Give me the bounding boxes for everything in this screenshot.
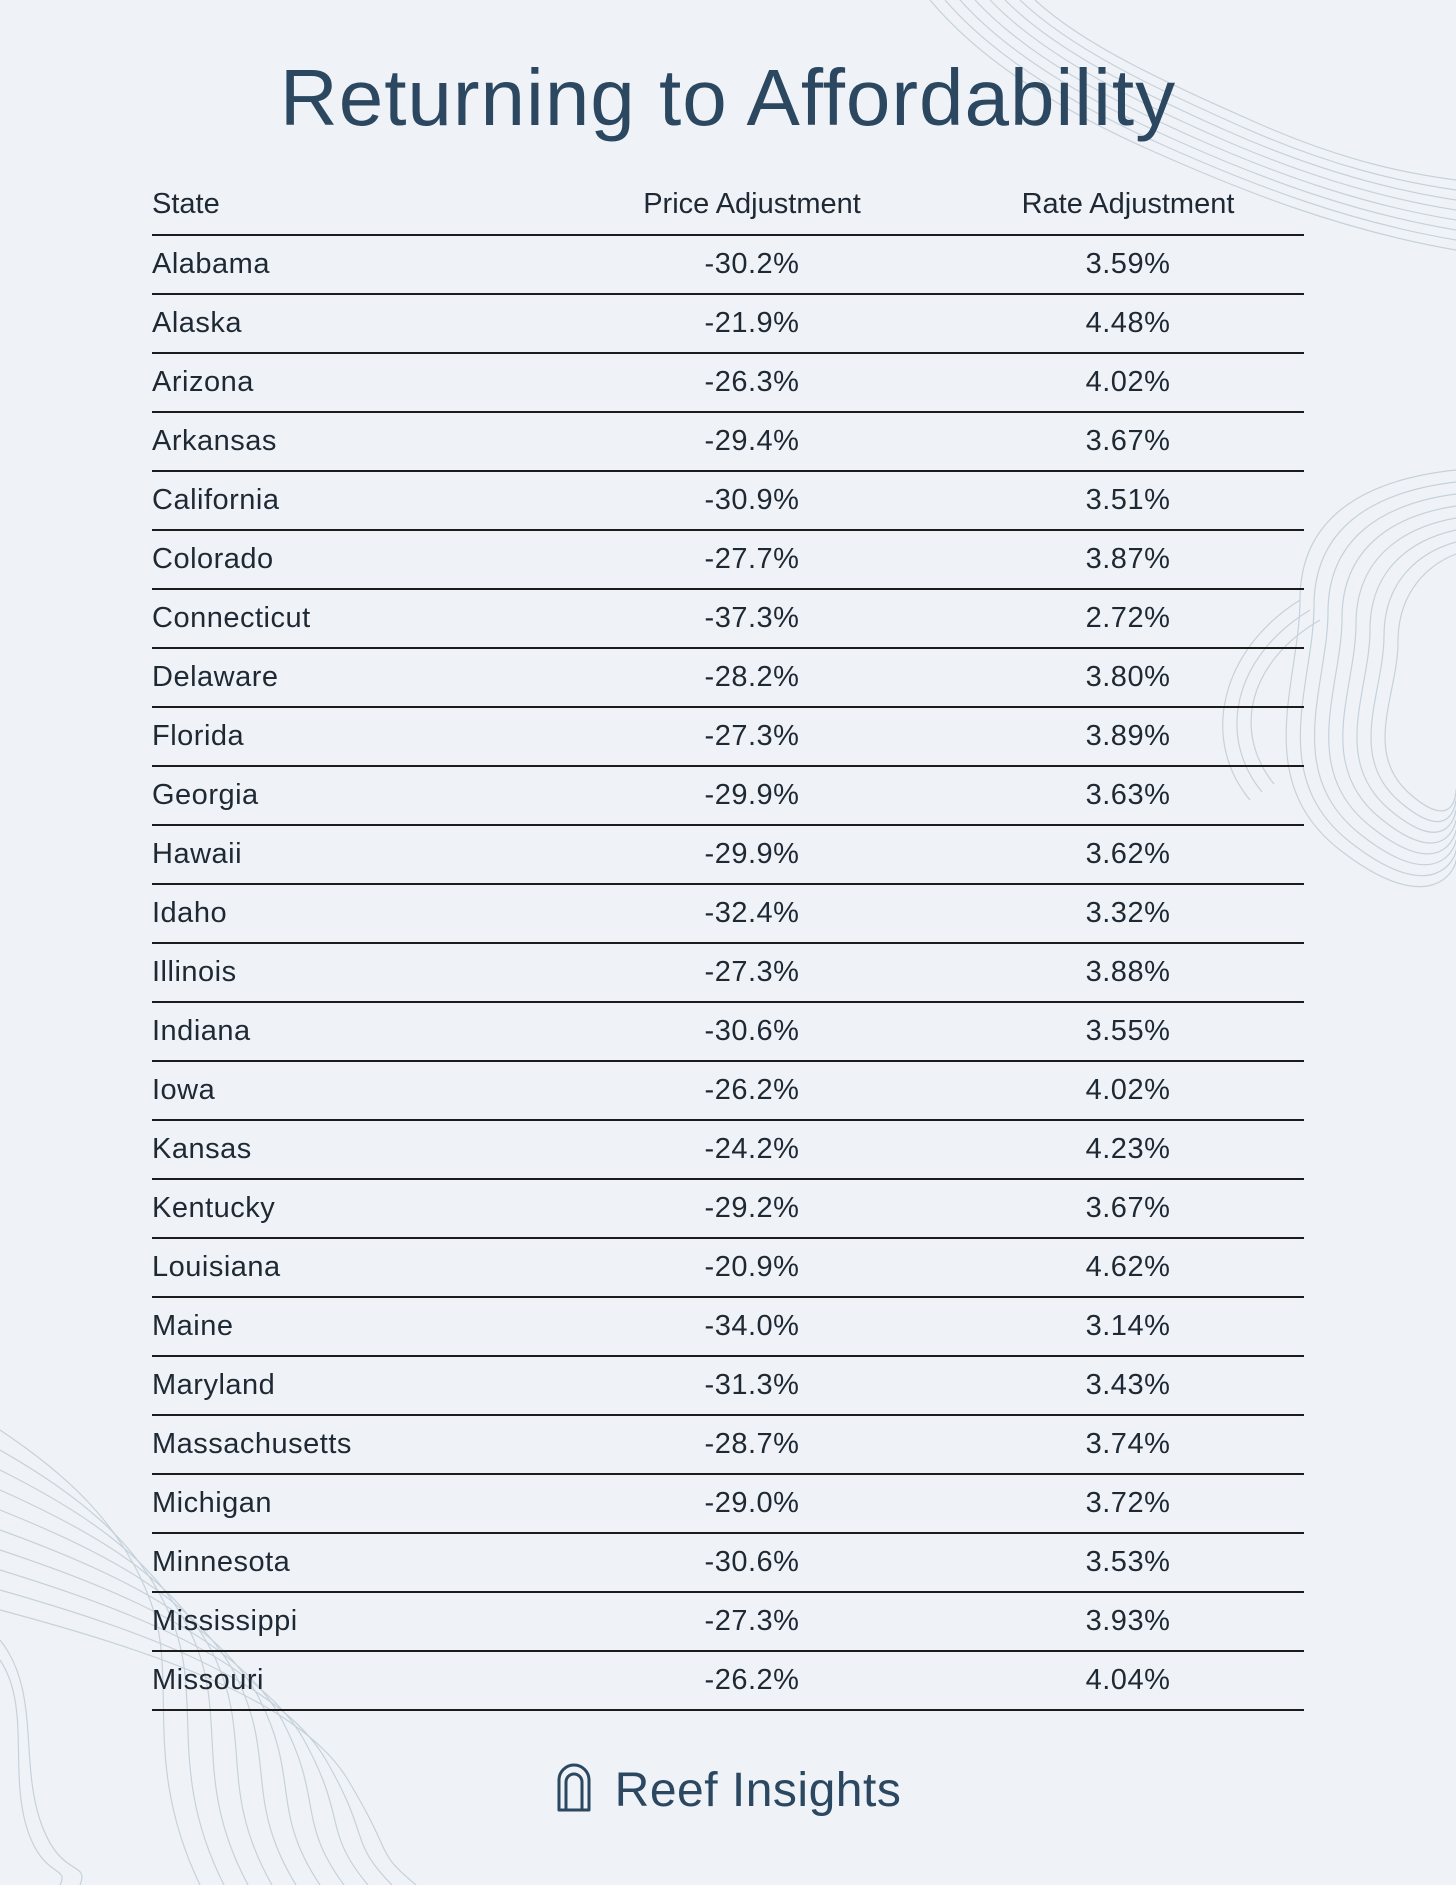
- table-row: [152, 294, 1304, 353]
- cell-state: Minnesota: [152, 1533, 552, 1592]
- cell-state: Delaware: [152, 648, 552, 707]
- cell-state: Missouri: [152, 1651, 552, 1710]
- cell-rate-adjustment: 3.55%: [952, 1002, 1304, 1061]
- table-row: [152, 648, 1304, 707]
- cell-state: Maryland: [152, 1356, 552, 1415]
- cell-state: Alaska: [152, 294, 552, 353]
- cell-state: Kansas: [152, 1120, 552, 1179]
- cell-price-adjustment: -26.3%: [552, 353, 952, 412]
- cell-price-adjustment: -30.9%: [552, 471, 952, 530]
- cell-price-adjustment: -31.3%: [552, 1356, 952, 1415]
- cell-price-adjustment: -27.3%: [552, 1592, 952, 1651]
- table-row: [152, 1592, 1304, 1651]
- cell-rate-adjustment: 4.02%: [952, 353, 1304, 412]
- cell-price-adjustment: -34.0%: [552, 1297, 952, 1356]
- cell-state: Mississippi: [152, 1592, 552, 1651]
- table-row: [152, 1002, 1304, 1061]
- cell-state: Maine: [152, 1297, 552, 1356]
- table-row: [152, 1651, 1304, 1710]
- cell-rate-adjustment: 3.88%: [952, 943, 1304, 1002]
- cell-rate-adjustment: 3.43%: [952, 1356, 1304, 1415]
- cell-price-adjustment: -29.2%: [552, 1179, 952, 1238]
- table-row: [152, 825, 1304, 884]
- table-row: [152, 1356, 1304, 1415]
- page-title: Returning to Affordability: [279, 53, 1177, 142]
- table-row: [152, 707, 1304, 766]
- cell-price-adjustment: -32.4%: [552, 884, 952, 943]
- cell-rate-adjustment: 3.59%: [952, 235, 1304, 294]
- cell-price-adjustment: -27.3%: [552, 943, 952, 1002]
- cell-price-adjustment: -26.2%: [552, 1061, 952, 1120]
- cell-price-adjustment: -30.6%: [552, 1533, 952, 1592]
- cell-price-adjustment: -37.3%: [552, 589, 952, 648]
- cell-rate-adjustment: 4.62%: [952, 1238, 1304, 1297]
- table-row: [152, 1533, 1304, 1592]
- cell-state: Florida: [152, 707, 552, 766]
- cell-price-adjustment: -29.4%: [552, 412, 952, 471]
- cell-price-adjustment: -26.2%: [552, 1651, 952, 1710]
- column-header-rate-adjustment: Rate Adjustment: [952, 174, 1304, 235]
- cell-rate-adjustment: 3.87%: [952, 530, 1304, 589]
- table-row: [152, 884, 1304, 943]
- cell-state: Louisiana: [152, 1238, 552, 1297]
- table-row: [152, 1061, 1304, 1120]
- table-row: [152, 1474, 1304, 1533]
- column-header-price-adjustment: Price Adjustment: [552, 174, 952, 235]
- table-row: [152, 1179, 1304, 1238]
- cell-state: Massachusetts: [152, 1415, 552, 1474]
- cell-state: Kentucky: [152, 1179, 552, 1238]
- cell-rate-adjustment: 3.53%: [952, 1533, 1304, 1592]
- cell-state: Colorado: [152, 530, 552, 589]
- footer-brand: [0, 1755, 1456, 1825]
- table-row: [152, 766, 1304, 825]
- cell-price-adjustment: -29.9%: [552, 766, 952, 825]
- arched-door-icon: [555, 1763, 593, 1818]
- cell-price-adjustment: -30.6%: [552, 1002, 952, 1061]
- cell-rate-adjustment: 4.02%: [952, 1061, 1304, 1120]
- cell-state: Arizona: [152, 353, 552, 412]
- cell-state: Hawaii: [152, 825, 552, 884]
- table-row: [152, 589, 1304, 648]
- cell-price-adjustment: -28.2%: [552, 648, 952, 707]
- table-row: [152, 530, 1304, 589]
- table-row: [152, 1415, 1304, 1474]
- cell-rate-adjustment: 3.67%: [952, 412, 1304, 471]
- affordability-table: [152, 174, 1304, 1711]
- cell-price-adjustment: -27.3%: [552, 707, 952, 766]
- table-body: [152, 235, 1304, 1710]
- cell-price-adjustment: -29.9%: [552, 825, 952, 884]
- cell-rate-adjustment: 4.04%: [952, 1651, 1304, 1710]
- cell-rate-adjustment: 3.72%: [952, 1474, 1304, 1533]
- table-row: [152, 1120, 1304, 1179]
- cell-rate-adjustment: 3.74%: [952, 1415, 1304, 1474]
- table-row: [152, 353, 1304, 412]
- cell-state: Idaho: [152, 884, 552, 943]
- table-row: [152, 412, 1304, 471]
- cell-price-adjustment: -21.9%: [552, 294, 952, 353]
- cell-rate-adjustment: 3.80%: [952, 648, 1304, 707]
- table-row: [152, 471, 1304, 530]
- cell-state: California: [152, 471, 552, 530]
- cell-rate-adjustment: 3.51%: [952, 471, 1304, 530]
- cell-price-adjustment: -27.7%: [552, 530, 952, 589]
- table-header-row: [152, 174, 1304, 235]
- cell-state: Connecticut: [152, 589, 552, 648]
- cell-rate-adjustment: 3.67%: [952, 1179, 1304, 1238]
- cell-price-adjustment: -20.9%: [552, 1238, 952, 1297]
- cell-rate-adjustment: 2.72%: [952, 589, 1304, 648]
- cell-rate-adjustment: 4.23%: [952, 1120, 1304, 1179]
- table-row: [152, 235, 1304, 294]
- table-row: [152, 1297, 1304, 1356]
- cell-state: Georgia: [152, 766, 552, 825]
- brand-name: Reef Insights: [614, 1763, 902, 1817]
- cell-state: Iowa: [152, 1061, 552, 1120]
- cell-state: Michigan: [152, 1474, 552, 1533]
- cell-state: Arkansas: [152, 412, 552, 471]
- cell-rate-adjustment: 3.62%: [952, 825, 1304, 884]
- cell-price-adjustment: -28.7%: [552, 1415, 952, 1474]
- table-row: [152, 1238, 1304, 1297]
- cell-rate-adjustment: 3.32%: [952, 884, 1304, 943]
- cell-price-adjustment: -24.2%: [552, 1120, 952, 1179]
- cell-state: Alabama: [152, 235, 552, 294]
- cell-rate-adjustment: 3.14%: [952, 1297, 1304, 1356]
- cell-rate-adjustment: 3.93%: [952, 1592, 1304, 1651]
- cell-price-adjustment: -30.2%: [552, 235, 952, 294]
- cell-rate-adjustment: 4.48%: [952, 294, 1304, 353]
- column-header-state: State: [152, 174, 552, 235]
- cell-rate-adjustment: 3.63%: [952, 766, 1304, 825]
- cell-price-adjustment: -29.0%: [552, 1474, 952, 1533]
- cell-state: Indiana: [152, 1002, 552, 1061]
- cell-state: Illinois: [152, 943, 552, 1002]
- table-row: [152, 943, 1304, 1002]
- cell-rate-adjustment: 3.89%: [952, 707, 1304, 766]
